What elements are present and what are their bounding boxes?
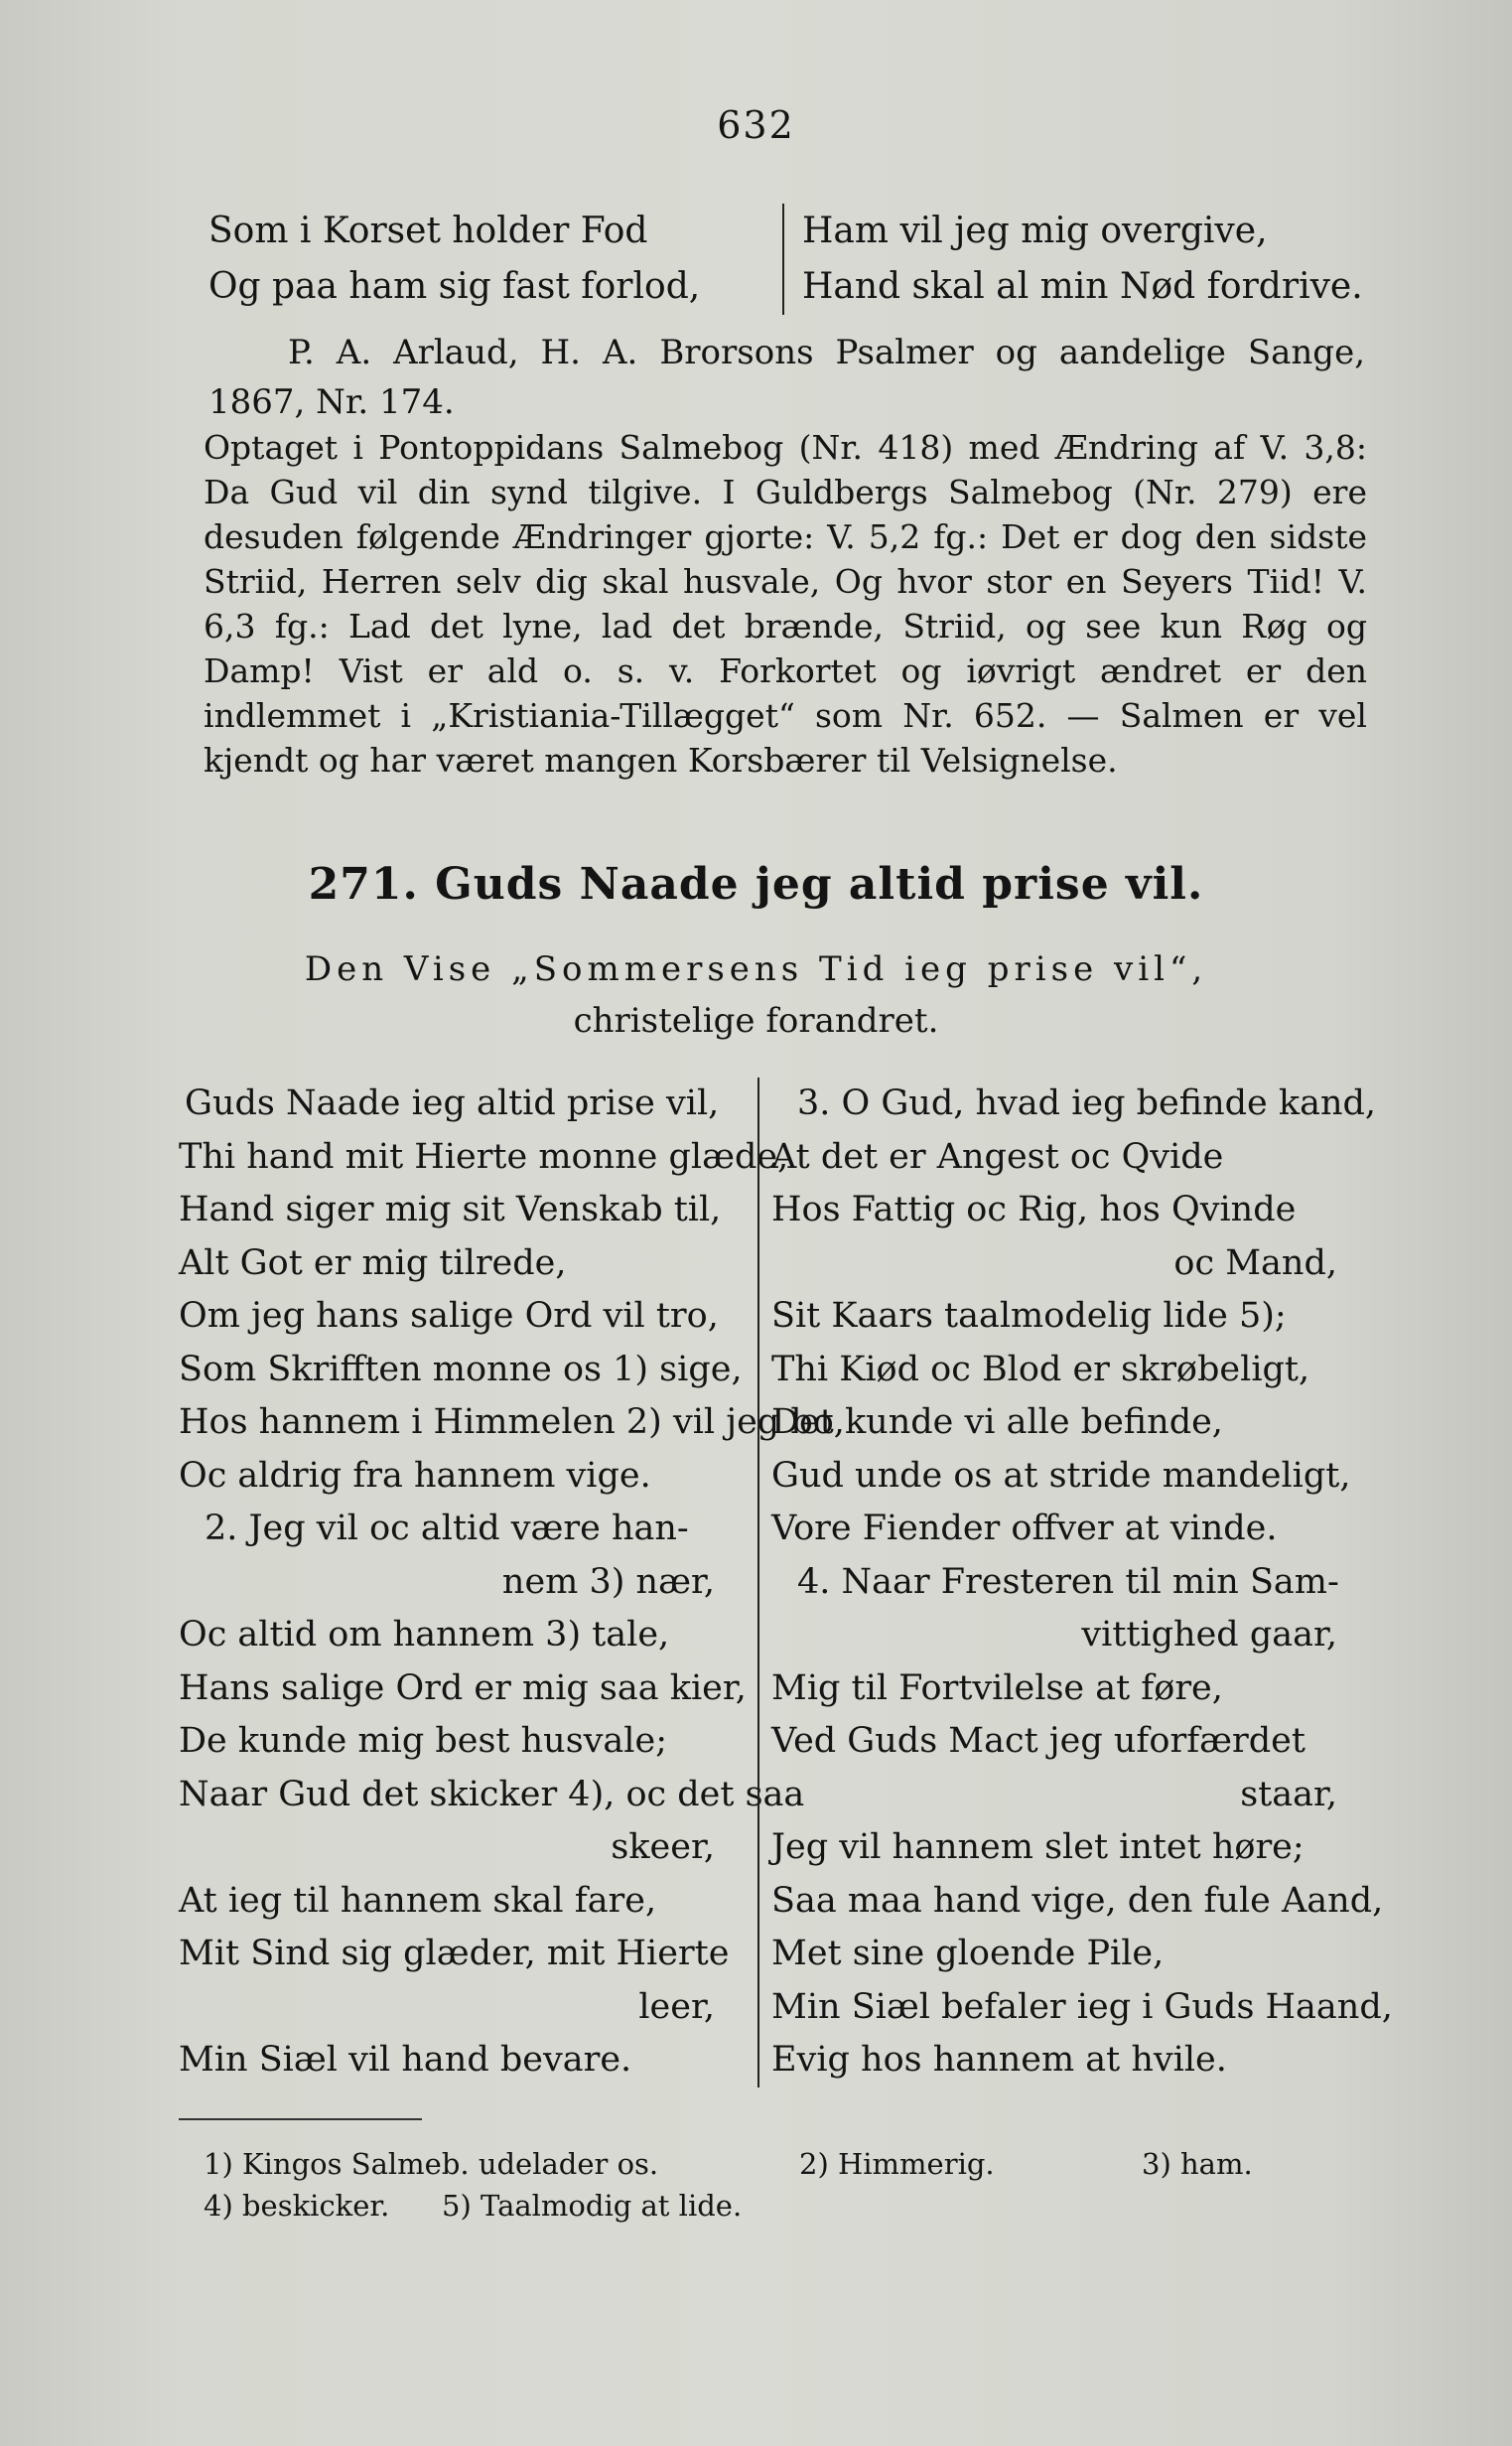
page-number: 632	[717, 103, 795, 147]
closing-verse-right-column	[782, 204, 1398, 315]
verse-line: Sit Kaars taalmodelig lide 5);	[771, 1296, 1287, 1336]
verse-line: At det er Angest oc Qvide	[771, 1136, 1224, 1177]
footnote: 4) beskicker.	[204, 2189, 390, 2223]
closing-verse-left-column	[208, 204, 764, 315]
verse-line: Hos Fattig oc Rig, hos Qvinde	[771, 1190, 1297, 1229]
footnote: 2) Himmerig.	[799, 2147, 995, 2181]
hymn-heading	[0, 859, 1512, 910]
verse-line: Naar Gud det skicker 4), oc det saa	[179, 1774, 805, 1814]
hymn-title: Guds Naade jeg altid prise vil.	[435, 859, 1204, 910]
verse-line: Saa maa hand vige, den fule Aand,	[771, 1880, 1384, 1921]
footnote-rule	[179, 2118, 422, 2120]
verse-line: Hand skal al min Nød fordrive.	[802, 266, 1363, 307]
hymn-number: 271.	[308, 859, 419, 910]
verse-line: Det kunde vi alle befinde,	[771, 1402, 1223, 1442]
verse-line: Jeg vil hannem slet intet høre;	[771, 1827, 1305, 1867]
verse-line: Thi Kiød oc Blod er skrøbeligt,	[771, 1349, 1310, 1389]
verse-line: 4. Naar Fresteren til min Sam-	[797, 1561, 1339, 1602]
verse-line: Som Skrifften monne os 1) sige,	[179, 1349, 743, 1389]
verse-line: Mit Sind sig glæder, mit Hierte	[179, 1934, 730, 1973]
verse-line: Gud unde os at stride mandeligt,	[771, 1455, 1351, 1496]
verse-line: At ieg til hannem skal fare,	[179, 1880, 657, 1921]
editorial-note: Optaget i Pontoppidans Salmebog (Nr. 418) med Ændring af V. 3,8: Da Gud vil din synd tilgive. I Guldbergs Salmebog (Nr. 279) ere desuden følgende Ændringer gjorte: V. 5,2 fg.: Det er dog den sidste Striid, Herren selv dig skal husvale, Og hvor stor en Seyers Tiid! V. 6,3 fg.: Lad det lyne, lad det brænde, Striid, og see kun Røg og Damp! Vist er ald o. s. v. Forkortet og iøvrigt ændret er den indlemmet i „Kristiania-Tillægget“ som Nr. 652. — Salmen er vel kjendt og har været mangen Korsbærer til Velsignelse.	[204, 428, 1367, 780]
footnote: 5) Taalmodig at lide.	[442, 2189, 743, 2223]
footnote: 1) Kingos Salmeb. udelader os.	[204, 2147, 659, 2181]
verse-line: staar,	[1240, 1774, 1337, 1814]
hymn-subtitle-line: Den Vise „Sommersens Tid ieg prise vil“,	[304, 949, 1208, 989]
verse-line: Mig til Fortvilelse at føre,	[771, 1667, 1223, 1708]
footnote: 3) ham.	[1142, 2147, 1253, 2181]
verse-line: Ved Guds Mact jeg uforfærdet	[771, 1721, 1306, 1761]
hymn-subtitle	[0, 943, 1512, 1047]
verse-line: Hand siger mig sit Venskab til,	[179, 1190, 722, 1229]
verse-line: Evig hos hannem at hvile.	[771, 2040, 1227, 2080]
verse-line: Hos hannem i Himmelen 2) vil jeg bo,	[179, 1402, 845, 1442]
verse-line: De kunde mig best husvale;	[179, 1721, 667, 1761]
verse-line: oc Mand,	[1173, 1242, 1337, 1283]
verse-line: Met sine gloende Pile,	[771, 1934, 1165, 1973]
verse-line: 3. O Gud, hvad ieg befinde kand,	[797, 1083, 1377, 1123]
verse-line: Guds Naade ieg altid prise vil,	[185, 1083, 720, 1123]
verse-line: Thi hand mit Hierte monne glæde,	[179, 1136, 789, 1177]
verse-line: leer,	[638, 1986, 715, 2027]
verse-line: Oc aldrig fra hannem vige.	[179, 1455, 651, 1496]
verses-right-column	[757, 1078, 1393, 2087]
verse-line: skeer,	[611, 1827, 715, 1867]
verse-line: Oc altid om hannem 3) tale,	[179, 1615, 670, 1655]
verse-line: Min Siæl vil hand bevare.	[179, 2040, 632, 2080]
verse-line: nem 3) nær,	[501, 1561, 715, 1602]
verses-left-column	[179, 1078, 845, 2087]
verse-line: Om jeg hans salige Ord vil tro,	[179, 1296, 719, 1336]
verse-line: vittighed gaar,	[1081, 1615, 1337, 1655]
verse-line: Vore Fiender offver at vinde.	[771, 1509, 1278, 1548]
verse-line: 2. Jeg vil oc altid være han-	[205, 1509, 689, 1548]
verse-line: Alt Got er mig tilrede,	[179, 1242, 567, 1283]
verse-line: Som i Korset holder Fod	[208, 211, 648, 251]
verse-line: Hans salige Ord er mig saa kier,	[179, 1667, 747, 1708]
verse-line: Ham vil jeg mig overgive,	[802, 211, 1268, 251]
hymn-subtitle-line: christelige forandret.	[573, 1001, 939, 1041]
verse-line: Min Siæl befaler ieg i Guds Haand,	[771, 1986, 1393, 2027]
verse-line: Og paa ham sig fast forlod,	[208, 266, 701, 307]
source-citation: P. A. Arlaud, H. A. Brorsons Psalmer og aandelige Sange, 1867, Nr. 174.	[208, 333, 1365, 422]
